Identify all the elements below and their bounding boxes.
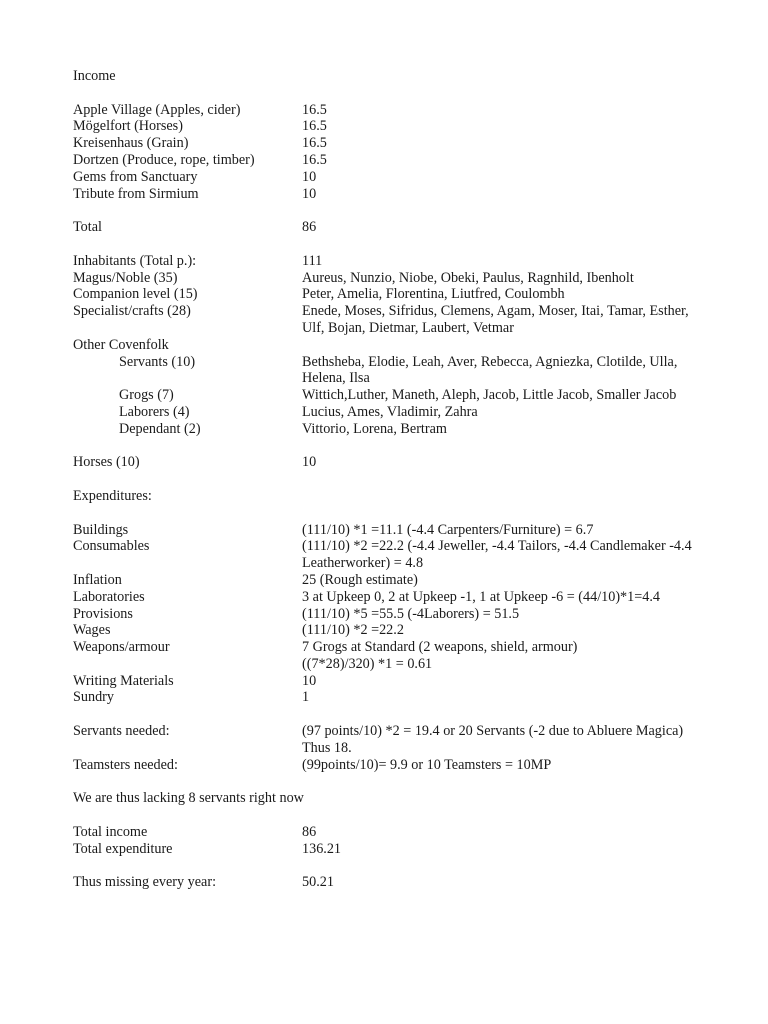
laborers-row xyxy=(73,404,713,421)
weapons-value-line-1: 7 Grogs at Standard (2 weapons, shield, armour) xyxy=(302,639,578,656)
buildings-row xyxy=(73,522,713,539)
weapons-value xyxy=(302,639,713,673)
total-income-value: 86 xyxy=(302,823,317,840)
other-covenfolk-label: Other Covenfolk xyxy=(73,336,169,353)
specialist-names: Enede, Moses, Sifridus, Clemens, Agam, Moser, Itai, Tamar, Esther, Ulf, Bojan, Dietmar, Laubert, Vetmar xyxy=(302,303,689,336)
grogs-names: Wittich,Luther, Maneth, Aleph, Jacob, Little Jacob, Smaller Jacob xyxy=(302,387,677,404)
magus-names: Aureus, Nunzio, Niobe, Obeki, Paulus, Ragnhild, Ibenholt xyxy=(302,269,634,286)
sundry-row xyxy=(73,689,713,706)
writing-materials-value: 10 xyxy=(302,672,317,689)
missing-value: 50.21 xyxy=(302,874,334,891)
laboratories-label: Laboratories xyxy=(73,588,145,605)
missing-label: Thus missing every year: xyxy=(73,874,217,891)
wages-row xyxy=(73,622,713,639)
lacking-note-row xyxy=(73,790,713,807)
income-item-label: Tribute from Sirmium xyxy=(73,185,199,202)
document-body xyxy=(73,68,713,891)
magus-row xyxy=(73,270,713,287)
wages-value: (111/10) *2 =22.2 xyxy=(302,622,404,639)
laborers-names: Lucius, Ames, Vladimir, Zahra xyxy=(302,403,478,420)
horses-row xyxy=(73,454,713,471)
teamsters-needed-label: Teamsters needed: xyxy=(73,756,178,773)
consumables-label: Consumables xyxy=(73,538,150,555)
buildings-label: Buildings xyxy=(73,521,129,538)
writing-materials-row xyxy=(73,673,713,690)
weapons-value-line-2: ((7*28)/320) *1 = 0.61 xyxy=(302,655,433,672)
horses-label: Horses (10) xyxy=(73,454,140,471)
income-item-label: Kreisenhaus (Grain) xyxy=(73,135,189,152)
income-item-label: Mögelfort (Horses) xyxy=(73,118,183,135)
expenditures-heading: Expenditures: xyxy=(73,487,152,504)
total-expenditure-label: Total expenditure xyxy=(73,840,173,857)
horses-value: 10 xyxy=(302,454,317,471)
income-item-row xyxy=(73,118,713,135)
specialist-label: Specialist/crafts (28) xyxy=(73,303,191,320)
servants-needed-row xyxy=(73,723,713,757)
income-item-label: Gems from Sanctuary xyxy=(73,168,198,185)
income-heading-row xyxy=(73,68,713,85)
other-covenfolk-row xyxy=(73,337,713,354)
inhabitants-total-label: Inhabitants (Total p.): xyxy=(73,252,197,269)
income-heading: Income xyxy=(73,68,116,84)
companion-names: Peter, Amelia, Florentina, Liutfred, Coulombh xyxy=(302,286,565,303)
spacer xyxy=(73,706,713,723)
grogs-label: Grogs (7) xyxy=(119,387,174,404)
missing-row xyxy=(73,874,713,891)
buildings-value: (111/10) *1 =11.1 (-4.4 Carpenters/Furniture) = 6.7 xyxy=(302,521,594,538)
spacer xyxy=(73,85,713,102)
income-item-value: 16.5 xyxy=(302,135,327,152)
grogs-row xyxy=(73,387,713,404)
spacer xyxy=(73,857,713,874)
income-total-label: Total xyxy=(73,219,102,236)
spacer xyxy=(73,807,713,824)
companion-row xyxy=(73,286,713,303)
income-item-row xyxy=(73,186,713,203)
inhabitants-total-row xyxy=(73,253,713,270)
servants-needed-value: (97 points/10) *2 = 19.4 or 20 Servants (-2 due to Abluere Magica) Thus 18. xyxy=(302,723,684,756)
spacer xyxy=(73,505,713,522)
sundry-value: 1 xyxy=(302,689,310,706)
income-item-value: 16.5 xyxy=(302,101,327,118)
dependant-row xyxy=(73,421,713,438)
dependant-label: Dependant (2) xyxy=(119,420,201,437)
weapons-row xyxy=(73,639,713,673)
servants-label: Servants (10) xyxy=(119,353,196,370)
total-expenditure-value: 136.21 xyxy=(302,840,342,857)
spacer xyxy=(73,202,713,219)
servants-row xyxy=(73,354,713,388)
lacking-note: We are thus lacking 8 servants right now xyxy=(73,790,304,807)
total-income-label: Total income xyxy=(73,823,148,840)
income-item-label: Dortzen (Produce, rope, timber) xyxy=(73,151,255,168)
inflation-label: Inflation xyxy=(73,571,122,588)
inflation-value: 25 (Rough estimate) xyxy=(302,571,418,588)
spacer xyxy=(73,773,713,790)
wages-label: Wages xyxy=(73,622,111,639)
income-item-row xyxy=(73,135,713,152)
income-item-value: 16.5 xyxy=(302,151,327,168)
provisions-row xyxy=(73,606,713,623)
consumables-row xyxy=(73,538,713,572)
spacer xyxy=(73,438,713,455)
income-item-label: Apple Village (Apples, cider) xyxy=(73,101,241,118)
inhabitants-total-value: 111 xyxy=(302,252,323,269)
income-item-value: 10 xyxy=(302,185,317,202)
weapons-label: Weapons/armour xyxy=(73,639,170,656)
income-item-value: 10 xyxy=(302,168,317,185)
companion-label: Companion level (15) xyxy=(73,286,198,303)
income-item-value: 16.5 xyxy=(302,118,327,135)
provisions-label: Provisions xyxy=(73,605,133,622)
writing-materials-label: Writing Materials xyxy=(73,672,174,689)
income-item-row xyxy=(73,102,713,119)
dependant-names: Vittorio, Lorena, Bertram xyxy=(302,420,447,437)
provisions-value: (111/10) *5 =55.5 (-4Laborers) = 51.5 xyxy=(302,605,520,622)
expenditures-heading-row xyxy=(73,488,713,505)
inflation-row xyxy=(73,572,713,589)
consumables-value: (111/10) *2 =22.2 (-4.4 Jeweller, -4.4 Tailors, -4.4 Candlemaker -4.4 Leatherworker) = 4.8 xyxy=(302,538,692,572)
specialist-row xyxy=(73,303,713,337)
laboratories-row xyxy=(73,589,713,606)
teamsters-needed-value: (99points/10)= 9.9 or 10 Teamsters = 10MP xyxy=(302,756,552,773)
servants-needed-label: Servants needed: xyxy=(73,723,170,740)
sundry-label: Sundry xyxy=(73,689,114,706)
laboratories-value: 3 at Upkeep 0, 2 at Upkeep -1, 1 at Upkeep -6 = (44/10)*1=4.4 xyxy=(302,588,660,605)
spacer xyxy=(73,236,713,253)
total-expenditure-row xyxy=(73,841,713,858)
servants-names: Bethsheba, Elodie, Leah, Aver, Rebecca, Agniezka, Clotilde, Ulla, Helena, Ilsa xyxy=(302,353,678,387)
income-item-row xyxy=(73,169,713,186)
magus-label: Magus/Noble (35) xyxy=(73,269,178,286)
total-income-row xyxy=(73,824,713,841)
income-total-value: 86 xyxy=(302,219,317,236)
teamsters-needed-row xyxy=(73,757,713,774)
income-total-row xyxy=(73,219,713,236)
laborers-label: Laborers (4) xyxy=(119,403,190,420)
spacer xyxy=(73,471,713,488)
income-item-row xyxy=(73,152,713,169)
